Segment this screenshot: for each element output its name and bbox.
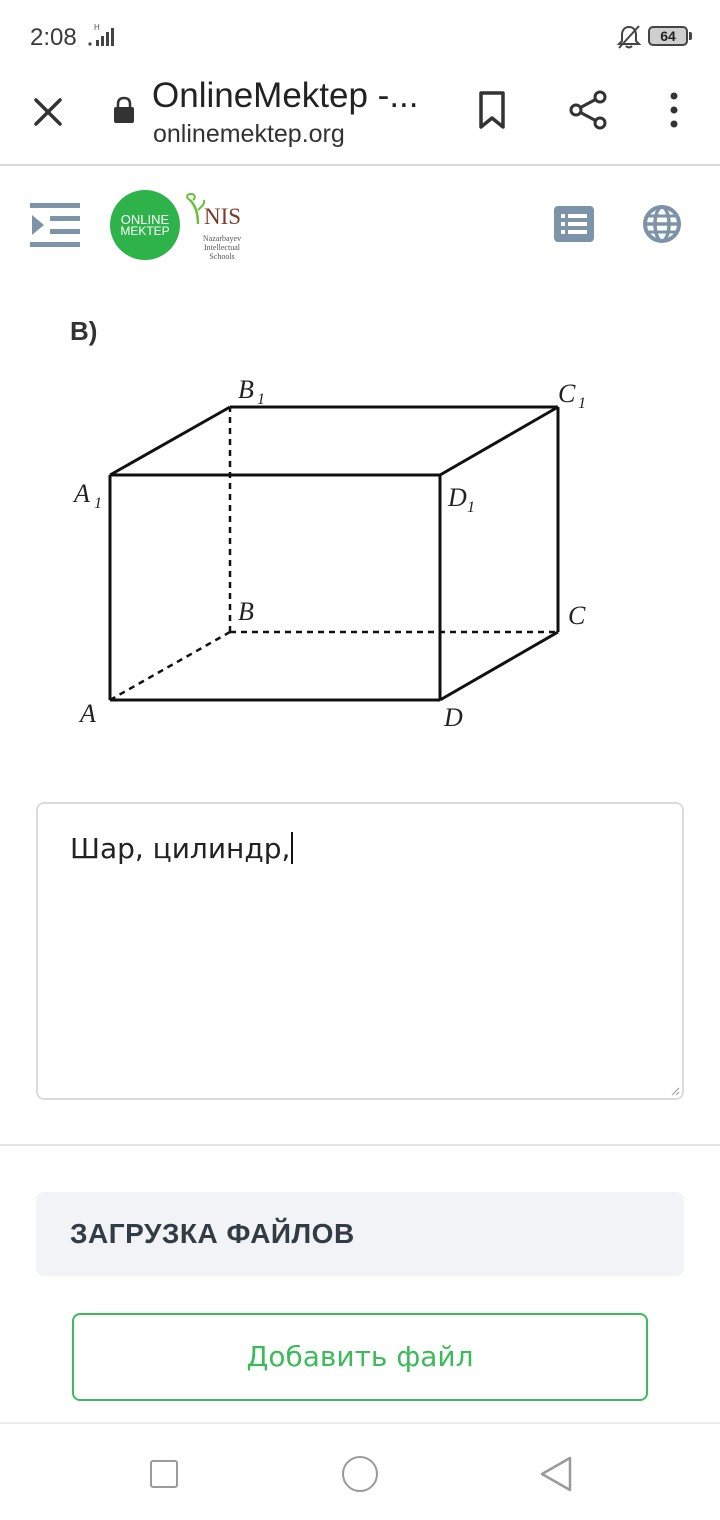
nis-logo xyxy=(184,190,248,262)
online-mektep-logo[interactable] xyxy=(110,190,180,260)
more-vert-icon[interactable] xyxy=(662,88,686,132)
vertex-label-A1-sub: 1 xyxy=(94,495,102,512)
logo-line1: ONLINE xyxy=(120,212,170,227)
parallelepiped-figure xyxy=(60,370,620,750)
text-caret xyxy=(291,832,293,864)
battery-indicator: 64 xyxy=(648,26,688,46)
vertex-label-C1-sub: 1 xyxy=(578,395,586,412)
status-time: 2:08 xyxy=(30,24,77,51)
recent-apps-icon[interactable] xyxy=(150,1460,178,1488)
list-icon[interactable] xyxy=(554,206,594,242)
edge-A-B-hidden xyxy=(110,632,230,700)
browser-toolbar xyxy=(0,72,720,166)
lock-icon xyxy=(112,96,136,124)
vertex-label-C: C xyxy=(568,601,586,630)
back-icon[interactable] xyxy=(538,1454,574,1494)
bell-muted-icon xyxy=(616,24,642,50)
section-divider xyxy=(0,1144,720,1146)
page-title[interactable]: OnlineMektep -... xyxy=(152,76,419,115)
edge-D-C xyxy=(440,632,558,700)
page-url[interactable]: onlinemektep.org xyxy=(153,120,345,148)
vertex-label-D1-sub: 1 xyxy=(467,499,475,516)
edge-D1-C1 xyxy=(440,407,558,475)
nis-text: NIS xyxy=(204,204,242,229)
vertex-label-B1-sub: 1 xyxy=(257,391,265,408)
vertex-label-B1: B xyxy=(238,375,254,404)
system-nav-bar xyxy=(0,1422,720,1520)
site-header xyxy=(0,168,720,282)
question-label: B) xyxy=(70,316,98,346)
close-icon[interactable] xyxy=(26,90,70,134)
add-file-button[interactable]: Добавить файл xyxy=(72,1313,648,1401)
bookmark-icon[interactable] xyxy=(474,90,510,130)
home-icon[interactable] xyxy=(342,1456,378,1492)
status-bar xyxy=(0,0,720,72)
share-icon[interactable] xyxy=(566,88,610,132)
vertex-label-D1: D xyxy=(448,483,467,512)
vertex-label-C1: C xyxy=(558,379,576,408)
vertex-label-D: D xyxy=(444,703,463,732)
answer-text-wrap xyxy=(70,832,293,865)
vertex-label-A1: A xyxy=(74,479,90,508)
vertex-label-B: B xyxy=(238,597,254,626)
answer-value: Шар, цилиндр, xyxy=(70,832,291,865)
upload-panel xyxy=(36,1192,684,1276)
logo-line2: MEKTEP xyxy=(120,224,170,238)
vertex-label-A: A xyxy=(80,699,96,728)
globe-icon[interactable] xyxy=(642,204,682,244)
resize-handle-icon[interactable] xyxy=(670,1086,680,1096)
nis-subtitle: Nazarbayev Intellectual Schools xyxy=(202,234,242,261)
nis-leaf-icon xyxy=(184,192,206,226)
answer-textarea[interactable] xyxy=(36,802,684,1100)
upload-title: ЗАГРУЗКА ФАЙЛОВ xyxy=(70,1218,355,1249)
menu-collapse-icon[interactable] xyxy=(30,201,82,249)
network-type: H xyxy=(94,23,100,32)
signal-icon xyxy=(86,22,120,48)
edge-A1-B1 xyxy=(110,407,230,475)
